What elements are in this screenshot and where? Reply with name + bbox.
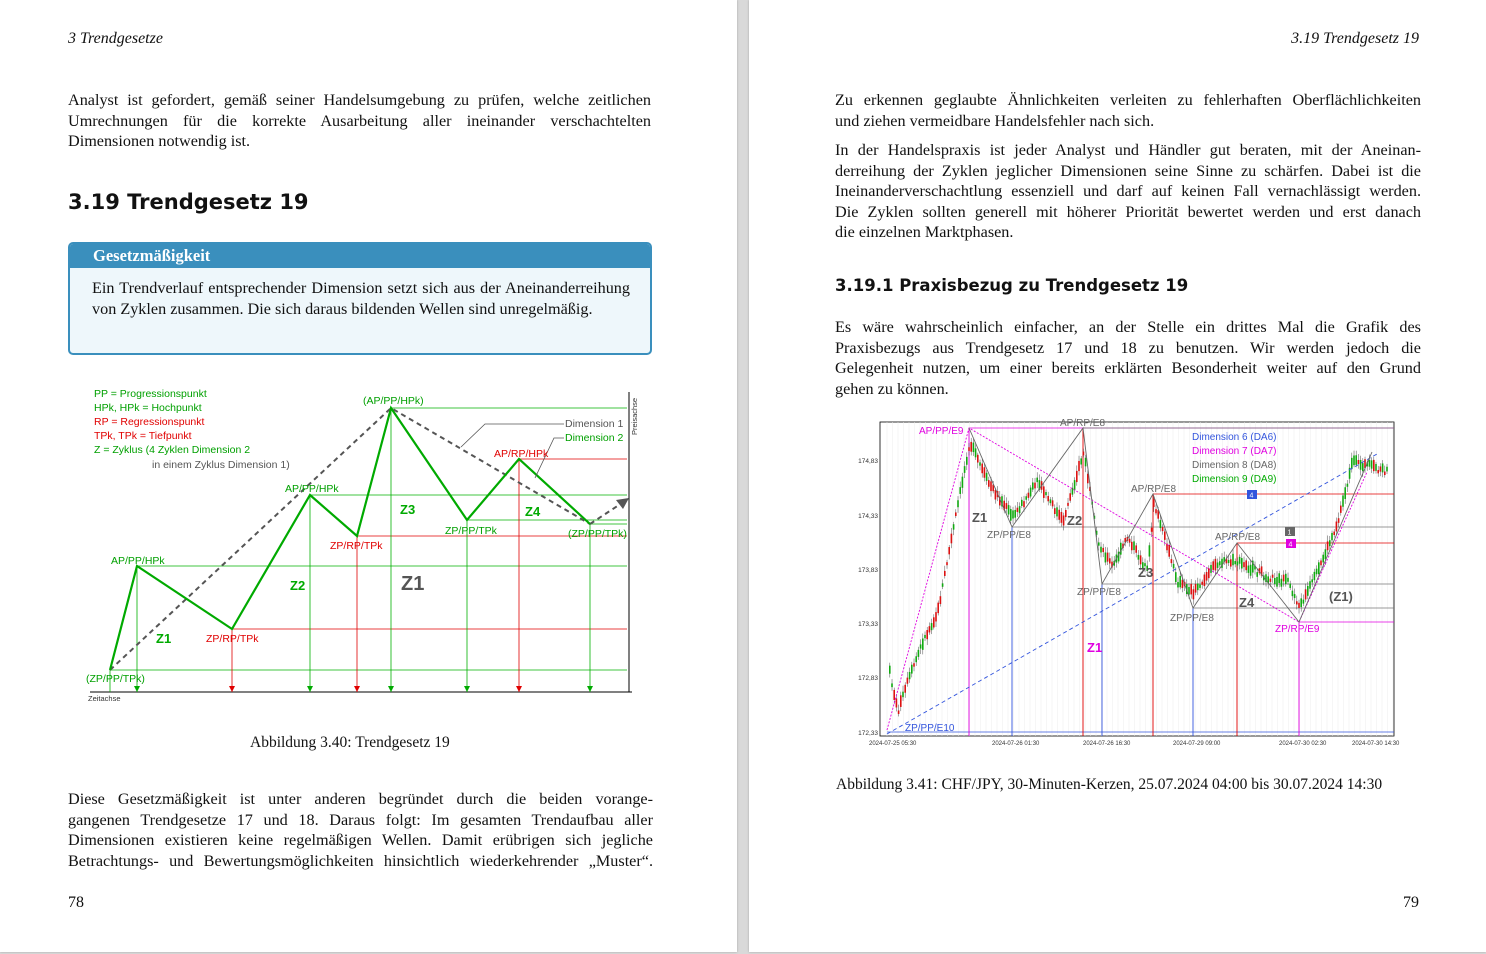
candle-body bbox=[1285, 574, 1287, 584]
figure-trendgesetz-19 bbox=[80, 380, 640, 710]
candle-body bbox=[900, 695, 902, 707]
candle-body bbox=[1076, 471, 1078, 482]
section-title: 3.19 Trendgesetz 19 bbox=[68, 190, 309, 214]
legend-z-cont: in einem Zyklus Dimension 1) bbox=[152, 459, 290, 471]
page-number-left: 78 bbox=[68, 894, 84, 911]
paragraph-3 bbox=[835, 317, 1421, 399]
cycle-label: Z1 bbox=[972, 510, 988, 525]
candle-body bbox=[1164, 532, 1166, 540]
candle-body bbox=[1292, 591, 1294, 596]
badge-blue-text: 4 bbox=[1249, 492, 1254, 500]
candle-body bbox=[1358, 460, 1360, 464]
candle-body bbox=[1342, 495, 1344, 506]
point-label: ZP/PP/E8 bbox=[1077, 587, 1121, 598]
candle-body bbox=[1100, 547, 1102, 553]
candle-body bbox=[1023, 501, 1025, 507]
candle-body bbox=[1373, 460, 1375, 471]
law-box bbox=[68, 242, 652, 355]
candle-body bbox=[970, 442, 972, 452]
candle-body bbox=[1050, 499, 1052, 503]
candle-body bbox=[1047, 496, 1049, 501]
candle-body bbox=[1168, 545, 1170, 557]
candle-body bbox=[1014, 510, 1016, 518]
legend-tp: TPk, TPk = Tiefpunkt bbox=[94, 430, 192, 442]
cycle-label-dim7: Z1 bbox=[1087, 640, 1103, 655]
paragraph-2 bbox=[835, 140, 1421, 243]
intro-line-3: Dimensionen notwendig ist. bbox=[68, 132, 251, 151]
law-box-title: Gesetzmäßigkeit bbox=[70, 244, 650, 268]
candle-body bbox=[922, 638, 924, 649]
candle-body bbox=[1173, 564, 1175, 569]
candle-body bbox=[948, 547, 950, 554]
cycle-label: Z2 bbox=[1067, 513, 1083, 528]
p3-line-4: gehen zu können. bbox=[835, 379, 949, 398]
candle-body bbox=[1276, 577, 1278, 587]
candle-body bbox=[1256, 572, 1258, 577]
point-label: AP/PP/HPk bbox=[111, 555, 165, 567]
candle-body bbox=[1069, 493, 1071, 500]
candle-body bbox=[1045, 492, 1047, 495]
candle-body bbox=[1109, 558, 1111, 563]
point-label: AP/RP/E8 bbox=[1131, 484, 1177, 495]
candle-body bbox=[966, 457, 968, 465]
closing-line-1: Diese Gesetzmäßigkeit ist unter anderen begründet durch die beiden vorange- bbox=[68, 790, 653, 808]
y-axis-label: Preisachse bbox=[630, 397, 639, 435]
candle-body bbox=[902, 692, 904, 698]
p1-line-1: Zu erkennen geglaubte Ähnlichkeiten verleiten zu fehlerhaften Oberflächlichkeiten bbox=[835, 91, 1421, 109]
y-tick: 174,33 bbox=[858, 513, 878, 520]
candle-body bbox=[933, 617, 935, 627]
candle-body bbox=[962, 477, 964, 488]
candle-body bbox=[1314, 572, 1316, 580]
candle-body bbox=[964, 466, 966, 473]
candle-body bbox=[1177, 582, 1179, 587]
x-tick: 2024-07-25 05:30 bbox=[869, 741, 917, 747]
candle-body bbox=[1032, 482, 1034, 489]
tick-arrow bbox=[516, 686, 522, 692]
intro-line-2: Umrechnungen für die korrekte Ausarbeitung aller ineinander verschachtelten bbox=[68, 111, 651, 130]
left-page bbox=[0, 0, 737, 952]
candle-body bbox=[1028, 493, 1030, 498]
cycle-label-dim1: Z1 bbox=[401, 573, 425, 595]
candle-body bbox=[1237, 561, 1239, 565]
candle-body bbox=[1135, 545, 1137, 552]
p2-line-3: Ineinanderverschachtlung essenziell und darf auf keinen Fall vernachlässigt werden. bbox=[835, 182, 1421, 201]
candle-body bbox=[1204, 575, 1206, 587]
candle-body bbox=[995, 490, 997, 500]
candle-body bbox=[920, 644, 922, 648]
candle-body bbox=[959, 487, 961, 494]
candle-body bbox=[918, 650, 920, 657]
right-page bbox=[749, 0, 1486, 952]
candle-body bbox=[1311, 579, 1313, 582]
tick-arrow bbox=[229, 686, 235, 692]
candle-body bbox=[1160, 520, 1162, 528]
cycle-label: Z1 bbox=[156, 631, 172, 646]
dimension-2-label: Dimension 2 bbox=[565, 432, 624, 444]
candle-body bbox=[1298, 603, 1300, 608]
candle-body bbox=[929, 626, 931, 632]
candle-body bbox=[1325, 549, 1327, 559]
candle-body bbox=[1151, 528, 1153, 532]
p2-line-4: Die Zyklen sollten generell mit höherer Priorität bewertet werden und erst danach bbox=[835, 202, 1421, 221]
candle-body bbox=[1067, 503, 1069, 506]
candle-body bbox=[1149, 545, 1151, 556]
candle-body bbox=[1338, 518, 1340, 523]
candle-body bbox=[1034, 483, 1036, 489]
point-label: AP/RP/HPk bbox=[494, 448, 549, 460]
candle-body bbox=[1353, 455, 1355, 465]
closing-line-2: gangenen Trendgesetze 17 und 18. Daraus folgt: Im gesamten Trendaufbau aller bbox=[68, 810, 653, 829]
candle-body bbox=[1386, 467, 1388, 472]
paragraph-1 bbox=[835, 90, 1421, 131]
candle-body bbox=[1140, 555, 1142, 564]
candle-body bbox=[946, 562, 948, 565]
candle-body bbox=[1272, 575, 1274, 578]
candle-body bbox=[1382, 463, 1384, 472]
candle-body bbox=[898, 711, 900, 714]
candle-body bbox=[1107, 553, 1109, 562]
candle-body bbox=[1318, 562, 1320, 574]
candle-body bbox=[975, 448, 977, 457]
candle-body bbox=[1217, 562, 1219, 567]
candle-body bbox=[1322, 555, 1324, 563]
y-tick: 173,83 bbox=[858, 567, 878, 574]
candle-body bbox=[1120, 543, 1122, 555]
candle-body bbox=[1241, 558, 1243, 568]
chart-frame bbox=[880, 422, 1394, 736]
candle-body bbox=[1300, 598, 1302, 607]
p2-line-2: derreihung der Zyklen jeglicher Dimensionen seine Sinne zu schärfen. Dabei ist die bbox=[835, 161, 1421, 180]
candle-body bbox=[1175, 572, 1177, 582]
candle-body bbox=[990, 481, 992, 491]
candle-body bbox=[1234, 561, 1236, 564]
candle-body bbox=[1331, 533, 1333, 540]
candle-body bbox=[1138, 555, 1140, 560]
candle-body bbox=[893, 690, 895, 700]
candle-body bbox=[935, 612, 937, 621]
candle-body bbox=[1294, 594, 1296, 598]
page-number-right: 79 bbox=[1403, 894, 1419, 911]
legend-hp: HPk, HPk = Hochpunkt bbox=[94, 402, 202, 414]
y-tick: 174,83 bbox=[858, 458, 878, 465]
candle-body bbox=[1078, 461, 1080, 471]
candle-body bbox=[1162, 527, 1164, 531]
candle-body bbox=[1179, 576, 1181, 587]
candle-body bbox=[1232, 554, 1234, 565]
candle-body bbox=[1025, 496, 1027, 499]
candle-body bbox=[944, 571, 946, 576]
tick-arrow bbox=[354, 686, 360, 692]
y-tick: 172,33 bbox=[858, 730, 878, 737]
candle-body bbox=[924, 635, 926, 638]
candle-body bbox=[1074, 480, 1076, 490]
candle-body bbox=[1030, 488, 1032, 497]
candle-body bbox=[1195, 584, 1197, 593]
candle-body bbox=[957, 500, 959, 507]
candle-body bbox=[1190, 584, 1192, 595]
candle-body bbox=[1193, 589, 1195, 599]
tick-arrow bbox=[134, 686, 140, 692]
candle-body bbox=[986, 473, 988, 481]
point-label: AP/PP/E9 bbox=[919, 426, 964, 437]
p2-line-1: In der Handelspraxis ist jeder Analyst und Händler gut beraten, mit der Aneinan- bbox=[835, 141, 1421, 159]
candle-body bbox=[1296, 601, 1298, 604]
candle-body bbox=[1197, 583, 1199, 590]
candle-body bbox=[984, 467, 986, 477]
candle-body bbox=[1250, 565, 1252, 576]
candle-body bbox=[1054, 508, 1056, 514]
candle-body bbox=[1010, 509, 1012, 521]
candle-body bbox=[1098, 542, 1100, 545]
tick-arrow bbox=[464, 686, 470, 692]
candle-body bbox=[1230, 559, 1232, 566]
cycle-label: Z4 bbox=[525, 504, 541, 519]
legend-z: Z = Zyklus (4 Zyklen Dimension 2 bbox=[94, 444, 251, 456]
candle-body bbox=[1305, 589, 1307, 599]
candle-body bbox=[988, 480, 990, 487]
candle-body bbox=[1199, 585, 1201, 588]
candle-body bbox=[907, 678, 909, 684]
figure-chf-jpy-chart bbox=[847, 412, 1407, 750]
candle-body bbox=[1384, 472, 1386, 476]
candle-body bbox=[1329, 540, 1331, 546]
cycle-label: Z3 bbox=[400, 502, 416, 517]
cycle-label: (Z1) bbox=[1329, 589, 1353, 604]
candle-body bbox=[931, 623, 933, 630]
candle-body bbox=[1006, 503, 1008, 509]
candle-body bbox=[915, 656, 917, 662]
candle-body bbox=[1281, 579, 1283, 587]
candle-body bbox=[940, 596, 942, 604]
p2-line-5: die einzelnen Marktphasen. bbox=[835, 223, 1014, 242]
x-tick: 2024-07-30 14:30 bbox=[1352, 741, 1400, 747]
point-label: (AP/PP/HPk) bbox=[363, 395, 424, 407]
candle-body bbox=[1333, 532, 1335, 535]
candle-body bbox=[1360, 460, 1362, 470]
candle-body bbox=[1375, 464, 1377, 471]
legend-dim8: Dimension 8 (DA8) bbox=[1192, 460, 1277, 471]
point-label: (ZP/PP/TPk) bbox=[86, 673, 145, 685]
p3-line-3: Gelegenheit nutzen, um einer bereits erklärten Besonderheit weiter auf den Grund bbox=[835, 359, 1421, 378]
law-box-body: Ein Trendverlauf entsprechender Dimension setzt sich aus der Aneinanderreihung von Zyklen zusammen. Die sich daraus bildenden Wellen sind unregelmäßig. bbox=[92, 279, 630, 318]
candle-body bbox=[1201, 582, 1203, 585]
candle-body bbox=[1043, 486, 1045, 498]
point-label: ZP/PP/TPk bbox=[445, 525, 497, 537]
candle-body bbox=[911, 665, 913, 674]
candle-body bbox=[1210, 565, 1212, 573]
candle-body bbox=[896, 698, 898, 707]
candle-body bbox=[1274, 578, 1276, 584]
point-label: ZP/PP/E10 bbox=[905, 723, 955, 734]
candle-body bbox=[1307, 586, 1309, 596]
candle-body bbox=[926, 630, 928, 639]
point-label: ZP/RP/TPk bbox=[206, 633, 259, 645]
figure-3-40-caption: Abbildung 3.40: Trendgesetz 19 bbox=[250, 734, 450, 751]
candle-body bbox=[1303, 600, 1305, 604]
candle-body bbox=[1351, 458, 1353, 469]
subsection-title: 3.19.1 Praxisbezug zu Trendgesetz 19 bbox=[835, 276, 1189, 295]
point-label: ZP/PP/E8 bbox=[1170, 613, 1214, 624]
badge-magenta-text: 4 bbox=[1288, 541, 1293, 549]
point-label: AP/RP/E8 bbox=[1215, 532, 1261, 543]
candle-body bbox=[953, 524, 955, 529]
candle-body bbox=[1131, 542, 1133, 550]
closing-line-4: Betrachtungs- und Bewertungsmöglichkeiten hinsichtlich wiederkehrender „Muster“. bbox=[68, 851, 653, 870]
candle-body bbox=[1347, 484, 1349, 487]
legend-dim7: Dimension 7 (DA7) bbox=[1192, 446, 1277, 457]
point-label: ZP/RP/E9 bbox=[1275, 624, 1320, 635]
candle-body bbox=[891, 683, 893, 687]
p1-line-2: und ziehen vermeidbare Handelsfehler nach sich. bbox=[835, 111, 1155, 130]
candle-body bbox=[981, 464, 983, 474]
candle-body bbox=[1344, 487, 1346, 499]
running-head-right: 3.19 Trendgesetz 19 bbox=[1291, 30, 1419, 47]
candle-body bbox=[1340, 506, 1342, 513]
candle-body bbox=[979, 462, 981, 465]
p3-line-2: Praxisbezugs aus Trendgesetz 17 und 18 zu benutzen. Wir werden jedoch die bbox=[835, 338, 1421, 357]
candle-body bbox=[909, 672, 911, 679]
cycle-label: Z4 bbox=[1239, 595, 1255, 610]
tick-arrow bbox=[388, 686, 394, 692]
candle-body bbox=[1245, 560, 1247, 570]
candle-body bbox=[1316, 569, 1318, 575]
callout-dim1 bbox=[461, 424, 564, 447]
cycle-label: Z2 bbox=[290, 578, 306, 593]
x-axis-label: Zeitachse bbox=[88, 694, 121, 703]
candle-body bbox=[968, 447, 970, 451]
candle-body bbox=[1219, 561, 1221, 565]
x-tick: 2024-07-26 16:30 bbox=[1083, 741, 1131, 747]
p3-line-1: Es wäre wahrscheinlich einfacher, an der Stelle ein drittes Mal die Grafik des bbox=[835, 318, 1421, 336]
candle-body bbox=[937, 603, 939, 613]
candle-body bbox=[1248, 566, 1250, 573]
candle-body bbox=[1270, 579, 1272, 582]
candle-body bbox=[942, 583, 944, 586]
candle-body bbox=[1243, 562, 1245, 567]
closing-paragraph bbox=[68, 789, 653, 871]
candle-body bbox=[1228, 560, 1230, 563]
candle-body bbox=[1052, 500, 1054, 506]
candle-body bbox=[955, 512, 957, 516]
y-tick: 172,83 bbox=[858, 675, 878, 682]
cycle-label: Z3 bbox=[1138, 565, 1154, 580]
closing-line-3: Dimensionen existieren keine regelmäßigen Wellen. Damit erübrigen sich jegliche bbox=[68, 831, 653, 850]
candle-body bbox=[1327, 541, 1329, 550]
candle-body bbox=[1019, 506, 1021, 513]
candle-body bbox=[1362, 463, 1364, 471]
candle-body bbox=[1371, 460, 1373, 468]
candle-body bbox=[1133, 541, 1135, 550]
candle-body bbox=[1336, 522, 1338, 532]
legend-pp: PP = Progressionspunkt bbox=[94, 388, 207, 400]
tick-arrow bbox=[307, 686, 313, 692]
x-tick: 2024-07-29 09:00 bbox=[1173, 741, 1221, 747]
candle-body bbox=[1171, 559, 1173, 563]
point-label: ZP/RP/TPk bbox=[330, 540, 383, 552]
point-label: AP/PP/HPk bbox=[285, 483, 339, 495]
figure-3-41-caption: Abbildung 3.41: CHF/JPY, 30-Minuten-Kerzen, 25.07.2024 04:00 bis 30.07.2024 14:30 bbox=[836, 776, 1383, 793]
candle-body bbox=[1083, 452, 1085, 456]
candle-body bbox=[1017, 508, 1019, 512]
candle-body bbox=[1380, 466, 1382, 471]
candle-body bbox=[1309, 581, 1311, 589]
candle-body bbox=[1206, 572, 1208, 581]
x-tick: 2024-07-26 01:30 bbox=[992, 741, 1040, 747]
candle-body bbox=[1061, 512, 1063, 523]
candle-body bbox=[1056, 507, 1058, 516]
candle-body bbox=[1021, 500, 1023, 506]
candle-body bbox=[904, 685, 906, 693]
candle-body bbox=[913, 663, 915, 666]
candle-body bbox=[1063, 515, 1065, 525]
candle-body bbox=[1239, 557, 1241, 564]
candle-body bbox=[1155, 509, 1157, 513]
candle-body bbox=[1182, 580, 1184, 588]
candle-body bbox=[1369, 460, 1371, 467]
candle-body bbox=[1212, 561, 1214, 570]
candle-body bbox=[1215, 559, 1217, 571]
candle-body bbox=[951, 534, 953, 544]
candle-body bbox=[1188, 587, 1190, 595]
candle-body bbox=[1102, 548, 1104, 552]
candle-body bbox=[889, 666, 891, 674]
candle-body bbox=[1105, 553, 1107, 563]
candle-body bbox=[1320, 561, 1322, 566]
candle-body bbox=[1289, 584, 1291, 588]
candle-body bbox=[1278, 573, 1280, 583]
running-head-left: 3 Trendgesetze bbox=[68, 30, 163, 47]
candle-body bbox=[1036, 478, 1038, 483]
point-label: (ZP/PP/TPk) bbox=[568, 528, 627, 540]
legend-dim9: Dimension 9 (DA9) bbox=[1192, 474, 1277, 485]
candle-body bbox=[1129, 539, 1131, 543]
candle-body bbox=[1058, 510, 1060, 520]
candle-body bbox=[1080, 458, 1082, 464]
point-label: AP/RP/E8 bbox=[1060, 418, 1106, 429]
intro-line-1: Analyst ist gefordert, gemäß seiner Handelsumgebung zu prüfen, welche zeitlichen bbox=[68, 91, 651, 109]
candle-body bbox=[1008, 505, 1010, 514]
legend-rp: RP = Regressionspunkt bbox=[94, 416, 205, 428]
candle-body bbox=[973, 443, 975, 452]
candle-body bbox=[977, 455, 979, 463]
candle-body bbox=[1355, 455, 1357, 465]
badge-gray-text: 1 bbox=[1287, 529, 1292, 537]
candle-body bbox=[1283, 575, 1285, 582]
arrow-head bbox=[616, 498, 629, 509]
tick-arrow bbox=[587, 686, 593, 692]
candle-body bbox=[1153, 499, 1155, 507]
candle-body bbox=[1085, 458, 1087, 467]
x-tick: 2024-07-30 02:30 bbox=[1279, 741, 1327, 747]
legend-dim6: Dimension 6 (DA6) bbox=[1192, 432, 1277, 443]
candle-body bbox=[1287, 578, 1289, 582]
candle-body bbox=[1377, 470, 1379, 473]
point-label: ZP/PP/E8 bbox=[987, 530, 1031, 541]
intro-paragraph bbox=[68, 90, 651, 152]
dimension-1-label: Dimension 1 bbox=[565, 418, 624, 430]
candle-body bbox=[1012, 510, 1014, 518]
y-tick: 173,33 bbox=[858, 621, 878, 628]
